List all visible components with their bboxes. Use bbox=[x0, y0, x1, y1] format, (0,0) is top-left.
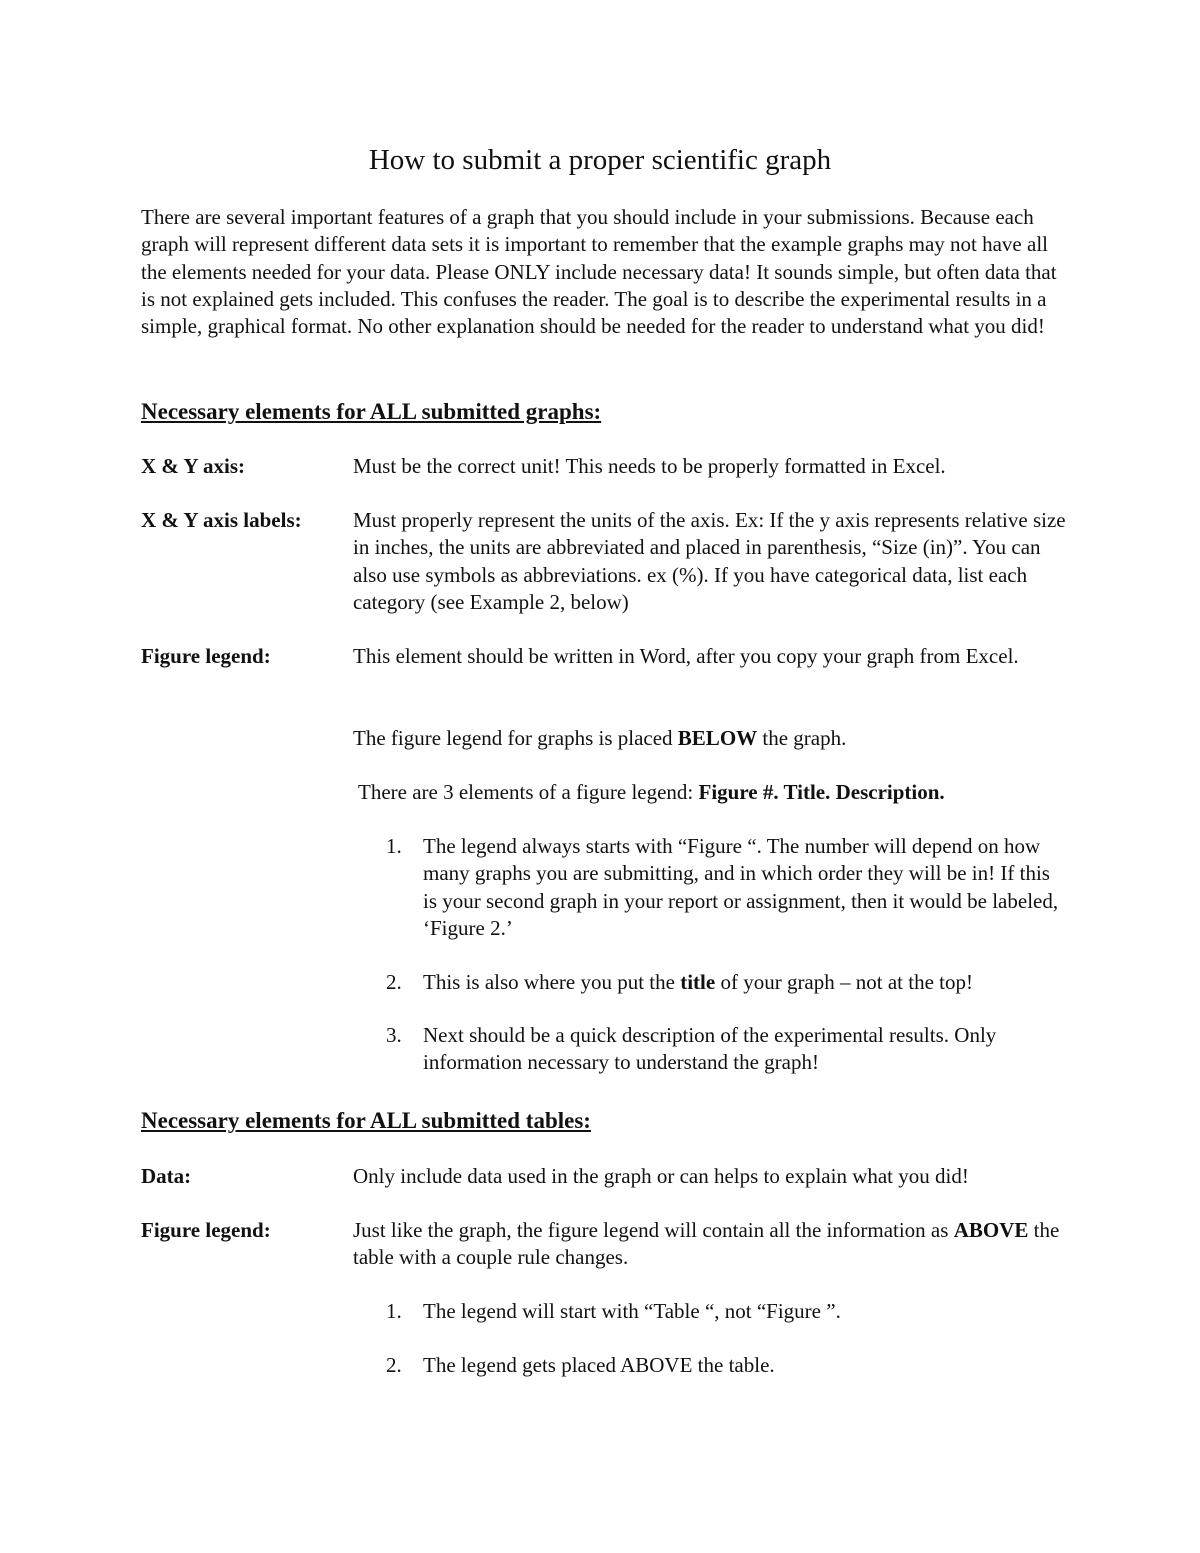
graph-legend-placement-post: the graph. bbox=[757, 726, 847, 750]
graph-list-item-2-post: of your graph – not at the top! bbox=[715, 970, 973, 994]
graph-list-item-1: The legend always starts with “Figure “. The number will depend on how many graphs you are submitting, and in which order they will be in! If this is your second graph in your report or assignment, then it would be labeled, ‘Figure 2.’ bbox=[423, 834, 1059, 940]
graph-list-number-3: 3. bbox=[386, 1023, 402, 1047]
graphs-section-heading: Necessary elements for ALL submitted graphs: bbox=[141, 399, 602, 424]
table-list-number-1: 1. bbox=[386, 1299, 402, 1323]
xy-axis-definition: Must be the correct unit! This needs to be properly formatted in Excel. bbox=[353, 454, 946, 478]
table-list-item-1: The legend will start with “Table “, not “Figure ”. bbox=[423, 1299, 841, 1323]
table-legend-post: the table with a couple rule changes. bbox=[353, 1218, 1060, 1270]
graph-list-item-3: Next should be a quick description of the experimental results. Only information necessary to understand the graph! bbox=[423, 1023, 997, 1075]
xy-axis-labels-term: X & Y axis labels: bbox=[141, 508, 302, 532]
graph-legend-placement-bold: BELOW bbox=[677, 726, 758, 750]
graph-figure-legend-definition: This element should be written in Word, after you copy your graph from Excel. bbox=[353, 644, 1019, 668]
intro-paragraph: There are several important features of a graph that you should include in your submissions. Because each graph will represent different data sets it is important to remember that the example graphs may not have all the elements needed for your data. Please ONLY include necessary data! It sounds simple, but often data that is not explained gets included. This confuses the reader. The goal is to describe the experimental results in a simple, graphical format. No other explanation should be needed for the reader to understand what you did! bbox=[141, 205, 1057, 339]
page-title: How to submit a proper scientific graph bbox=[368, 144, 832, 176]
table-list-number-2: 2. bbox=[386, 1353, 402, 1377]
data-term: Data: bbox=[141, 1164, 192, 1188]
graph-legend-placement bbox=[353, 725, 1068, 752]
graph-legend-elements-pre: There are 3 elements of a figure legend: bbox=[358, 780, 699, 804]
graph-list-number-1: 1. bbox=[386, 834, 402, 858]
graph-legend-elements bbox=[358, 779, 1073, 806]
table-legend-pre: Just like the graph, the figure legend will contain all the information as bbox=[353, 1218, 954, 1242]
tables-section-heading: Necessary elements for ALL submitted tables: bbox=[141, 1108, 591, 1133]
graph-legend-elements-bold: Figure #. Title. Description. bbox=[698, 780, 945, 804]
graph-legend-placement-pre: The figure legend for graphs is placed bbox=[353, 726, 678, 750]
table-figure-legend-definition bbox=[353, 1217, 1068, 1272]
xy-axis-term: X & Y axis: bbox=[141, 454, 246, 478]
graph-list-item-2-bold: title bbox=[680, 970, 716, 994]
graph-list-item-2 bbox=[423, 969, 1063, 996]
graph-figure-legend-term: Figure legend: bbox=[141, 644, 271, 668]
table-list-item-2: The legend gets placed ABOVE the table. bbox=[423, 1353, 775, 1377]
data-definition: Only include data used in the graph or can helps to explain what you did! bbox=[353, 1164, 969, 1188]
graph-list-number-2: 2. bbox=[386, 970, 402, 994]
graph-list-item-2-pre: This is also where you put the bbox=[423, 970, 681, 994]
table-legend-bold: ABOVE bbox=[953, 1218, 1029, 1242]
xy-axis-labels-definition: Must properly represent the units of the axis. Ex: If the y axis represents relative size in inches, the units are abbreviated and placed in parenthesis, “Size (in)”. You can also use symbols as abbreviations. ex (%). If you have categorical data, list each category (see Example 2, below) bbox=[353, 508, 1066, 614]
table-figure-legend-term: Figure legend: bbox=[141, 1218, 271, 1242]
